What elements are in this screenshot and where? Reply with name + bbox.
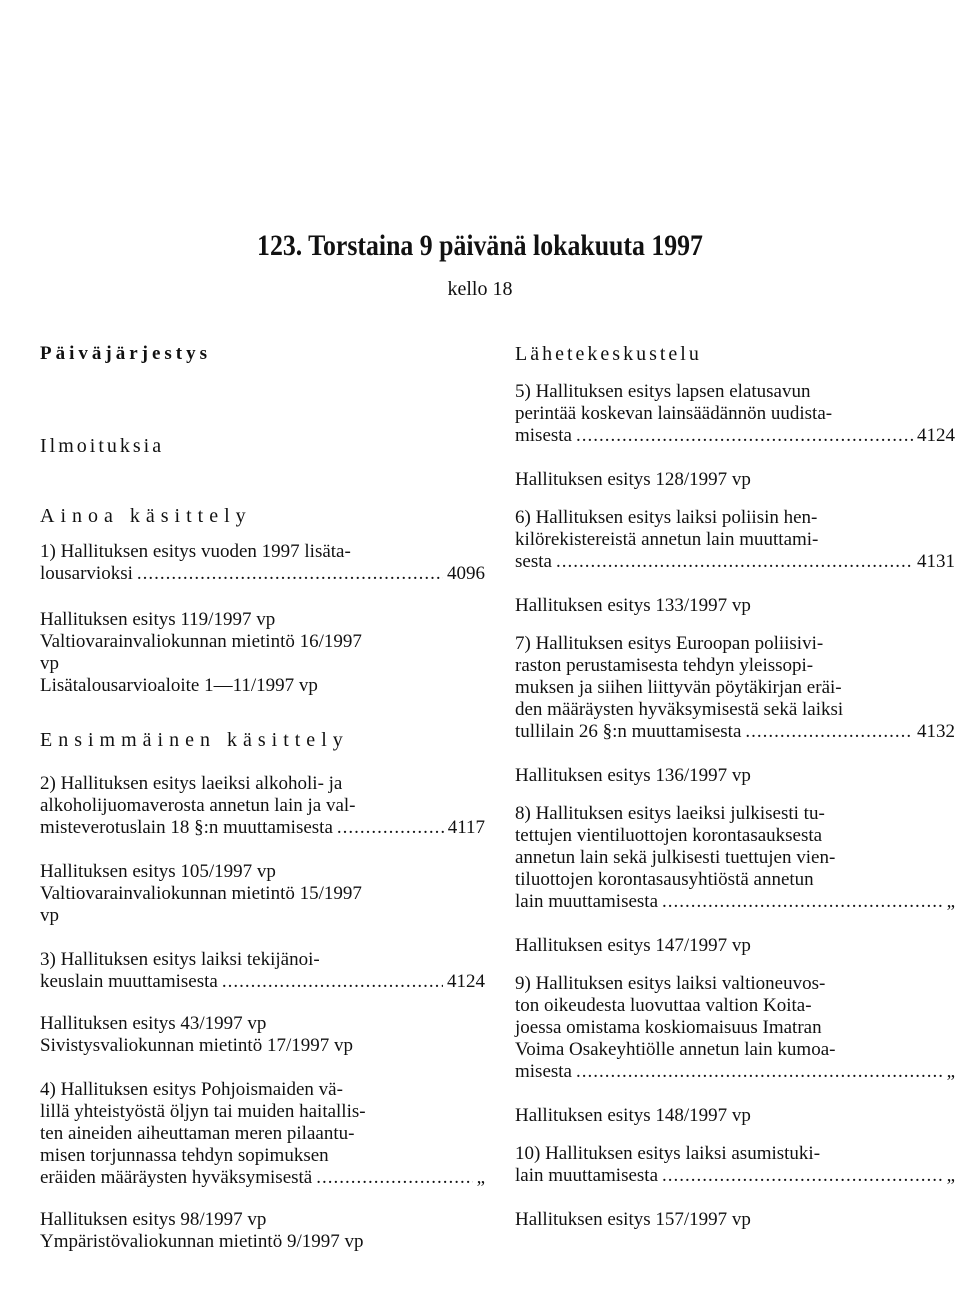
leader-dots <box>662 891 943 913</box>
item-8-page: „ <box>946 891 955 912</box>
item-3-line: keuslain muuttamisesta <box>40 971 218 992</box>
item-7-reference: Hallituksen esitys 136/1997 vp <box>515 765 751 786</box>
right-column <box>515 343 955 1231</box>
leader-dots <box>556 551 913 573</box>
leader-dots <box>662 1165 943 1187</box>
item-2-line: 2) Hallituksen esitys laeiksi alkoholi- ja <box>40 773 343 794</box>
item-7-page: 4132 <box>917 721 955 742</box>
item-8-line: tiluottojen korontasausyhtiöstä annetun <box>515 869 814 890</box>
item-1-page: 4096 <box>447 563 485 584</box>
notices-heading: Ilmoituksia <box>40 435 165 457</box>
session-time: kello 18 <box>447 278 513 300</box>
item-3-entry <box>40 971 485 993</box>
item-6-reference: Hallituksen esitys 133/1997 vp <box>515 595 751 616</box>
agenda-item-6 <box>515 507 955 617</box>
item-9-line: Voima Osakeyhtiölle annetun lain kumoa- <box>515 1039 836 1060</box>
item-8-line: annetun lain sekä julkisesti tuettujen vien- <box>515 847 836 868</box>
leader-dots <box>745 721 913 743</box>
item-5-line: 5) Hallituksen esitys lapsen elatusavun <box>515 381 811 402</box>
referral-debate-heading: Lähetekeskustelu <box>515 343 702 365</box>
leader-dots <box>576 1061 943 1083</box>
agenda-item-5 <box>515 381 955 491</box>
item-6-entry <box>515 551 955 573</box>
item-4-line: lillä yhteistyöstä öljyn tai muiden haitallis- <box>40 1101 366 1122</box>
item-9-line: misesta <box>515 1061 572 1082</box>
item-9-line: joessa omistama koskiomaisuus Imatran <box>515 1017 822 1038</box>
item-10-entry <box>515 1165 955 1187</box>
item-7-line: raston perustamisesta tehdyn yleissopi- <box>515 655 814 676</box>
item-2-line: alkoholijuomaverosta annetun lain ja val- <box>40 795 356 816</box>
leader-dots <box>316 1167 472 1189</box>
item-7-line: tullilain 26 §:n muuttamisesta <box>515 721 742 742</box>
item-3-reference: Hallituksen esitys 43/1997 vp <box>40 1013 267 1034</box>
item-7-line: muksen ja siihen liittyvän pöytäkirjan eräi- <box>515 677 842 698</box>
item-1-reference: vp <box>40 653 59 674</box>
item-2-reference: Valtiovarainvaliokunnan mietintö 15/1997 <box>40 883 362 904</box>
item-9-page: „ <box>946 1061 955 1082</box>
item-1-reference: Lisätalousarvioaloite 1—11/1997 vp <box>40 675 318 696</box>
leader-dots <box>222 971 443 993</box>
item-5-page: 4124 <box>917 425 955 446</box>
item-10-line: 10) Hallituksen esitys laiksi asumistuki- <box>515 1143 821 1164</box>
first-reading-heading: Ensimmäinen käsittely <box>40 729 349 751</box>
item-5-line: misesta <box>515 425 572 446</box>
agenda-heading: Päiväjärjestys <box>40 343 212 364</box>
agenda-item-8 <box>515 803 955 957</box>
agenda-item-2 <box>40 773 485 927</box>
item-2-entry <box>40 817 485 839</box>
leader-dots <box>337 817 444 839</box>
item-3-page: 4124 <box>447 971 485 992</box>
item-7-line: 7) Hallituksen esitys Euroopan poliisivi- <box>515 633 824 654</box>
item-1-line: 1) Hallituksen esitys vuoden 1997 lisäta- <box>40 541 351 562</box>
agenda-item-3 <box>40 949 485 1057</box>
item-1-line: lousarvioksi <box>40 563 133 584</box>
sole-reading-heading: Ainoa käsittely <box>40 505 252 527</box>
agenda-item-9 <box>515 973 955 1127</box>
item-3-reference: Sivistysvaliokunnan mietintö 17/1997 vp <box>40 1035 353 1056</box>
left-column <box>40 343 485 1253</box>
item-10-line: lain muuttamisesta <box>515 1165 659 1186</box>
item-2-reference: vp <box>40 905 59 926</box>
item-8-reference: Hallituksen esitys 147/1997 vp <box>515 935 751 956</box>
item-9-entry <box>515 1061 955 1083</box>
agenda-item-1 <box>40 541 485 697</box>
agenda-item-4 <box>40 1079 485 1253</box>
item-4-entry <box>40 1167 485 1189</box>
leader-dots <box>576 425 913 447</box>
item-4-line: eräiden määräysten hyväksymisestä <box>40 1167 313 1188</box>
item-7-line: den määräysten hyväksymisestä sekä laiksi <box>515 699 844 720</box>
item-10-page: „ <box>946 1165 955 1186</box>
item-6-line: kilörekistereistä annetun lain muuttami- <box>515 529 819 550</box>
item-6-line: 6) Hallituksen esitys laiksi poliisin hen- <box>515 507 818 528</box>
item-2-page: 4117 <box>447 817 485 838</box>
item-4-line: misen torjunnassa tehdyn sopimuksen <box>40 1145 329 1166</box>
item-3-line: 3) Hallituksen esitys laiksi tekijänoi- <box>40 949 320 970</box>
item-8-line: 8) Hallituksen esitys laeiksi julkisesti tu- <box>515 803 825 824</box>
item-6-line: sesta <box>515 551 552 572</box>
item-4-line: ten aineiden aiheuttaman meren pilaantu- <box>40 1123 355 1144</box>
item-8-line: lain muuttamisesta <box>515 891 659 912</box>
item-7-entry <box>515 721 955 743</box>
item-5-line: perintää koskevan lainsäädännön uudista- <box>515 403 833 424</box>
item-8-line: tettujen vientiluottojen korontasauksesta <box>515 825 823 846</box>
page-title: 123. Torstaina 9 päivänä lokakuuta 1997 <box>257 229 703 262</box>
leader-dots <box>137 563 443 585</box>
item-1-reference: Valtiovarainvaliokunnan mietintö 16/1997 <box>40 631 362 652</box>
agenda-item-10 <box>515 1143 955 1231</box>
item-9-line: ton oikeudesta luovuttaa valtion Koita- <box>515 995 812 1016</box>
item-5-entry <box>515 425 955 447</box>
item-4-reference: Ympäristövaliokunnan mietintö 9/1997 vp <box>40 1231 364 1252</box>
item-4-reference: Hallituksen esitys 98/1997 vp <box>40 1209 267 1230</box>
item-2-line: misteverotuslain 18 §:n muuttamisesta <box>40 817 333 838</box>
item-9-reference: Hallituksen esitys 148/1997 vp <box>515 1105 751 1126</box>
item-1-reference: Hallituksen esitys 119/1997 vp <box>40 609 276 630</box>
item-4-line: 4) Hallituksen esitys Pohjoismaiden vä- <box>40 1079 343 1100</box>
item-5-reference: Hallituksen esitys 128/1997 vp <box>515 469 751 490</box>
item-8-entry <box>515 891 955 913</box>
item-6-page: 4131 <box>917 551 955 572</box>
agenda-item-7 <box>515 633 955 787</box>
item-4-page: „ <box>476 1167 485 1188</box>
item-2-reference: Hallituksen esitys 105/1997 vp <box>40 861 276 882</box>
item-1-entry <box>40 563 485 585</box>
item-10-reference: Hallituksen esitys 157/1997 vp <box>515 1209 751 1230</box>
item-9-line: 9) Hallituksen esitys laiksi valtioneuvos- <box>515 973 826 994</box>
